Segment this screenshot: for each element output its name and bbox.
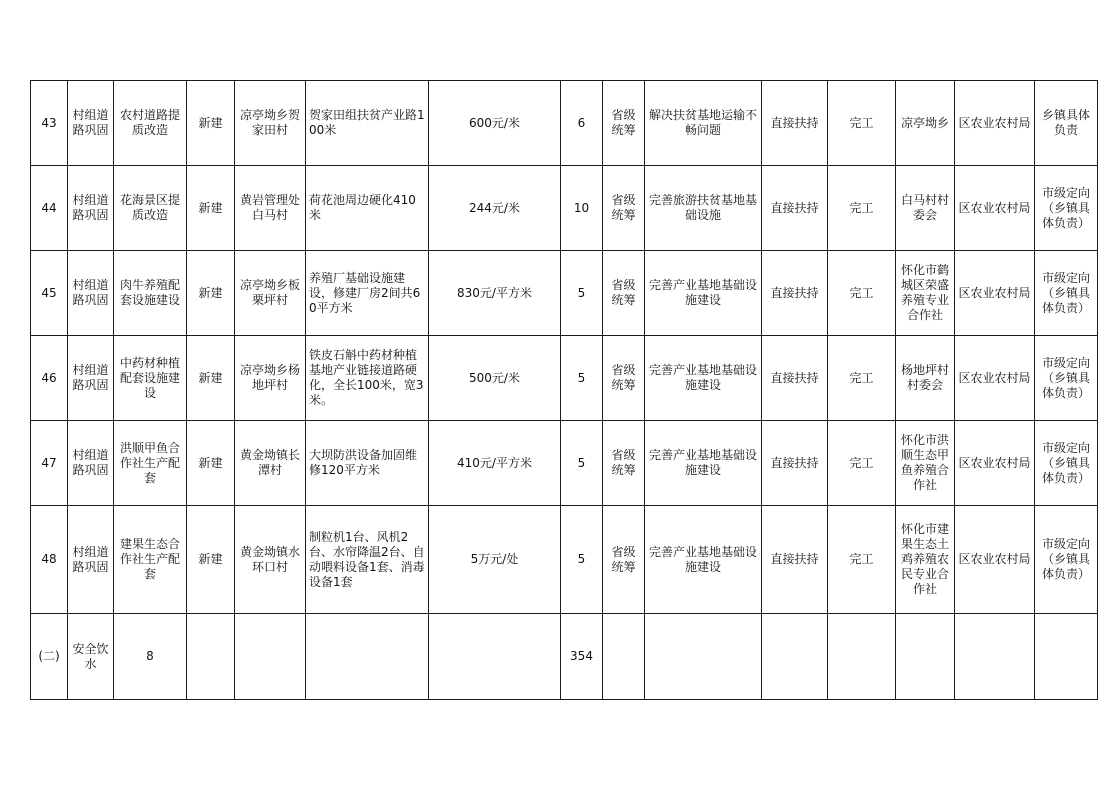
nature-cell: 新建 [187, 336, 235, 421]
empty-cell [235, 614, 306, 700]
project-name-cell: 花海景区提质改造 [114, 166, 187, 251]
goal-cell: 解决扶贫基地运输不畅问题 [645, 81, 762, 166]
subtotal-row [31, 614, 1098, 700]
amount-cell: 5 [561, 506, 603, 614]
content-cell: 制粒机1台、风机2台、水帘降温2台、自动喂料设备1套、消毒设备1套 [306, 506, 429, 614]
dept-cell: 区农业农村局 [955, 506, 1035, 614]
responsible-cell: 市级定向（乡镇具体负责） [1035, 251, 1098, 336]
row-number: 46 [31, 336, 68, 421]
empty-cell [1035, 614, 1098, 700]
fund-cell: 省级统筹 [603, 506, 645, 614]
nature-cell: 新建 [187, 251, 235, 336]
table-row [31, 81, 1098, 166]
category-cell: 村组道路巩固 [68, 166, 114, 251]
category-cell: 村组道路巩固 [68, 251, 114, 336]
mode-cell: 直接扶持 [762, 81, 828, 166]
nature-cell: 新建 [187, 81, 235, 166]
standard-cell: 830元/平方米 [429, 251, 561, 336]
empty-cell [429, 614, 561, 700]
implementer-cell: 杨地坪村村委会 [896, 336, 955, 421]
content-cell: 铁皮石斛中药材种植基地产业链接道路硬化，全长100米，宽3米。 [306, 336, 429, 421]
category-cell: 村组道路巩固 [68, 421, 114, 506]
status-cell: 完工 [828, 336, 896, 421]
row-number: 44 [31, 166, 68, 251]
goal-cell: 完善旅游扶贫基地基础设施 [645, 166, 762, 251]
content-cell: 大坝防洪设备加固维修120平方米 [306, 421, 429, 506]
fund-cell: 省级统筹 [603, 421, 645, 506]
amount-cell: 5 [561, 251, 603, 336]
dept-cell: 区农业农村局 [955, 166, 1035, 251]
row-number: 43 [31, 81, 68, 166]
implementer-cell: 凉亭坳乡 [896, 81, 955, 166]
implementer-cell: 白马村村委会 [896, 166, 955, 251]
category-cell: 村组道路巩固 [68, 336, 114, 421]
amount-cell: 6 [561, 81, 603, 166]
standard-cell: 500元/米 [429, 336, 561, 421]
row-number: 45 [31, 251, 68, 336]
project-name-cell: 中药材种植配套设施建设 [114, 336, 187, 421]
section-amount: 354 [561, 614, 603, 700]
section-count: 8 [114, 614, 187, 700]
location-cell: 黄金坳镇长潭村 [235, 421, 306, 506]
table-row [31, 251, 1098, 336]
dept-cell: 区农业农村局 [955, 336, 1035, 421]
dept-cell: 区农业农村局 [955, 81, 1035, 166]
project-name-cell: 肉牛养殖配套设施建设 [114, 251, 187, 336]
table-row [31, 421, 1098, 506]
location-cell: 凉亭坳乡杨地坪村 [235, 336, 306, 421]
nature-cell: 新建 [187, 421, 235, 506]
mode-cell: 直接扶持 [762, 251, 828, 336]
amount-cell: 5 [561, 421, 603, 506]
empty-cell [896, 614, 955, 700]
status-cell: 完工 [828, 421, 896, 506]
project-name-cell: 建果生态合作社生产配套 [114, 506, 187, 614]
responsible-cell: 市级定向（乡镇具体负责） [1035, 166, 1098, 251]
empty-cell [828, 614, 896, 700]
empty-cell [645, 614, 762, 700]
implementer-cell: 怀化市鹤城区荣盛养殖专业合作社 [896, 251, 955, 336]
responsible-cell: 市级定向（乡镇具体负责） [1035, 506, 1098, 614]
table-row [31, 336, 1098, 421]
content-cell: 贺家田组扶贫产业路100米 [306, 81, 429, 166]
mode-cell: 直接扶持 [762, 166, 828, 251]
goal-cell: 完善产业基地基础设施建设 [645, 251, 762, 336]
status-cell: 完工 [828, 166, 896, 251]
empty-cell [762, 614, 828, 700]
standard-cell: 5万元/处 [429, 506, 561, 614]
standard-cell: 244元/米 [429, 166, 561, 251]
empty-cell [187, 614, 235, 700]
location-cell: 黄岩管理处白马村 [235, 166, 306, 251]
mode-cell: 直接扶持 [762, 336, 828, 421]
standard-cell: 600元/米 [429, 81, 561, 166]
content-cell: 养殖厂基础设施建设，修建厂房2间共60平方米 [306, 251, 429, 336]
location-cell: 黄金坳镇水环口村 [235, 506, 306, 614]
implementer-cell: 怀化市洪顺生态甲鱼养殖合作社 [896, 421, 955, 506]
amount-cell: 5 [561, 336, 603, 421]
project-table [30, 80, 1098, 700]
content-cell: 荷花池周边硬化410米 [306, 166, 429, 251]
responsible-cell: 乡镇具体负责 [1035, 81, 1098, 166]
empty-cell [306, 614, 429, 700]
fund-cell: 省级统筹 [603, 81, 645, 166]
location-cell: 凉亭坳乡板栗坪村 [235, 251, 306, 336]
fund-cell: 省级统筹 [603, 336, 645, 421]
nature-cell: 新建 [187, 506, 235, 614]
responsible-cell: 市级定向（乡镇具体负责） [1035, 421, 1098, 506]
implementer-cell: 怀化市建果生态土鸡养殖农民专业合作社 [896, 506, 955, 614]
project-name-cell: 农村道路提质改造 [114, 81, 187, 166]
dept-cell: 区农业农村局 [955, 251, 1035, 336]
table-row [31, 166, 1098, 251]
standard-cell: 410元/平方米 [429, 421, 561, 506]
amount-cell: 10 [561, 166, 603, 251]
goal-cell: 完善产业基地基础设施建设 [645, 336, 762, 421]
row-number: 48 [31, 506, 68, 614]
goal-cell: 完善产业基地基础设施建设 [645, 421, 762, 506]
status-cell: 完工 [828, 506, 896, 614]
category-cell: 村组道路巩固 [68, 506, 114, 614]
nature-cell: 新建 [187, 166, 235, 251]
fund-cell: 省级统筹 [603, 166, 645, 251]
location-cell: 凉亭坳乡贺家田村 [235, 81, 306, 166]
mode-cell: 直接扶持 [762, 421, 828, 506]
status-cell: 完工 [828, 251, 896, 336]
row-number: 47 [31, 421, 68, 506]
goal-cell: 完善产业基地基础设施建设 [645, 506, 762, 614]
category-cell: 村组道路巩固 [68, 81, 114, 166]
responsible-cell: 市级定向（乡镇具体负责） [1035, 336, 1098, 421]
section-number: (二) [31, 614, 68, 700]
section-title: 安全饮水 [68, 614, 114, 700]
table-row [31, 506, 1098, 614]
mode-cell: 直接扶持 [762, 506, 828, 614]
fund-cell: 省级统筹 [603, 251, 645, 336]
dept-cell: 区农业农村局 [955, 421, 1035, 506]
project-name-cell: 洪顺甲鱼合作社生产配套 [114, 421, 187, 506]
empty-cell [603, 614, 645, 700]
status-cell: 完工 [828, 81, 896, 166]
empty-cell [955, 614, 1035, 700]
